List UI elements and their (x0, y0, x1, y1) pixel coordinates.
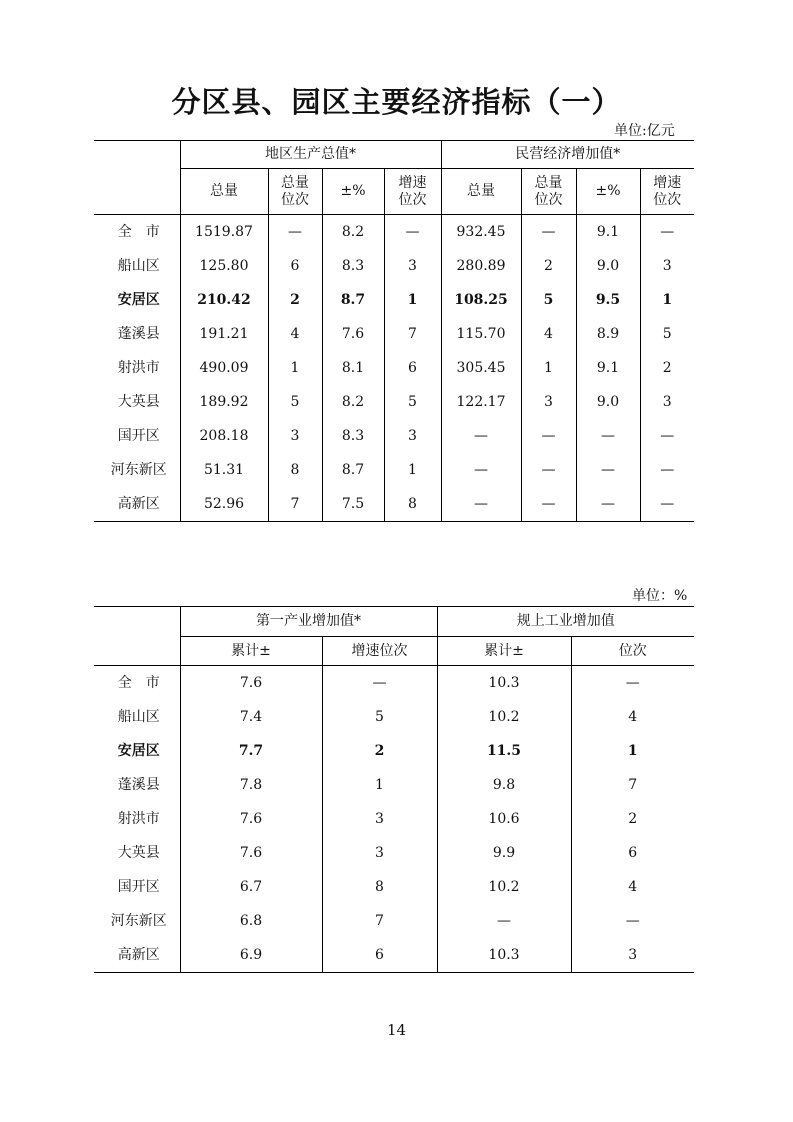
col-header: 总量 (441, 169, 521, 215)
table-cell: — (576, 419, 640, 453)
table-cell: 10.3 (437, 938, 571, 973)
table-cell: 8 (322, 870, 437, 904)
col-header: 总量 (180, 169, 268, 215)
table-cell: 11.5 (437, 734, 571, 768)
row-label: 大英县 (117, 393, 160, 410)
table-cell: — (576, 453, 640, 487)
table-cell: 3 (640, 385, 694, 419)
table-cell: 1519.87 (180, 215, 268, 250)
table-cell: 7 (268, 487, 322, 522)
table-cell: 10.3 (437, 666, 571, 701)
row-label: 射洪市 (117, 810, 160, 827)
table-cell: 1 (521, 351, 576, 385)
table-cell: 7.6 (322, 317, 384, 351)
table-cell: 8.1 (322, 351, 384, 385)
table-cell: 9.0 (576, 249, 640, 283)
table-cell: 6.7 (180, 870, 322, 904)
table-cell: — (441, 487, 521, 522)
table-row (94, 283, 694, 317)
table2-unit: 单位：% (632, 588, 688, 604)
table-cell: 8.3 (322, 419, 384, 453)
table-cell: 5 (640, 317, 694, 351)
table-row (94, 734, 694, 768)
table-cell: 6 (268, 249, 322, 283)
table-cell: 3 (322, 802, 437, 836)
table-cell: 2 (268, 283, 322, 317)
table-row (94, 938, 694, 973)
col-header: ±% (322, 169, 384, 215)
table-cell: 9.8 (437, 768, 571, 802)
table-cell: 9.0 (576, 385, 640, 419)
table-cell: 10.2 (437, 870, 571, 904)
table-cell: 7.6 (180, 666, 322, 701)
table-cell: 9.9 (437, 836, 571, 870)
table-cell: — (521, 215, 576, 250)
col-header: 累计± (437, 637, 571, 666)
col-header: 位次 (571, 637, 694, 666)
table-cell: — (521, 419, 576, 453)
table-cell: 8.7 (322, 283, 384, 317)
table-cell: 6 (322, 938, 437, 973)
table-cell: — (268, 215, 322, 250)
table-gdp-private-economy (94, 140, 694, 522)
row-label: 安居区 (117, 291, 160, 308)
table-cell: 122.17 (441, 385, 521, 419)
table-cell: 5 (521, 283, 576, 317)
table-cell: 208.18 (180, 419, 268, 453)
table-cell: — (521, 487, 576, 522)
row-label: 高新区 (117, 495, 160, 512)
table-cell: 191.21 (180, 317, 268, 351)
table-cell: — (640, 453, 694, 487)
table-cell: 7.7 (180, 734, 322, 768)
table-cell: 6.9 (180, 938, 322, 973)
table-cell: 52.96 (180, 487, 268, 522)
table-cell: — (571, 666, 694, 701)
table-cell: 9.1 (576, 351, 640, 385)
table-cell: 1 (384, 283, 441, 317)
col-header: 增速位次 (322, 637, 437, 666)
table-cell: 3 (268, 419, 322, 453)
table-cell: 4 (521, 317, 576, 351)
row-label: 安居区 (117, 742, 160, 759)
table-primary-industry-industrial (94, 606, 694, 973)
group-header-industrial: 规上工业增加值 (437, 607, 694, 637)
table-cell: 8 (268, 453, 322, 487)
table-cell: 4 (268, 317, 322, 351)
table-cell: 1 (322, 768, 437, 802)
table-cell: 7.8 (180, 768, 322, 802)
table-cell: 5 (322, 700, 437, 734)
table-row (94, 904, 694, 938)
table-cell: 3 (571, 938, 694, 973)
table-cell: 8.7 (322, 453, 384, 487)
table-cell: 8.2 (322, 215, 384, 250)
table-cell: 8.3 (322, 249, 384, 283)
row-header-corner (94, 607, 180, 666)
table-cell: — (322, 666, 437, 701)
table-cell: 305.45 (441, 351, 521, 385)
table-cell: — (384, 215, 441, 250)
group-header-private-economy: 民营经济增加值* (441, 141, 694, 169)
table-cell: 2 (571, 802, 694, 836)
table-cell: 51.31 (180, 453, 268, 487)
table-cell: 8.2 (322, 385, 384, 419)
col-header: 累计± (180, 637, 322, 666)
page-number: 14 (386, 1021, 407, 1039)
table-row (94, 870, 694, 904)
page-title: 分区县、园区主要经济指标（一） (171, 85, 622, 119)
row-label: 大英县 (117, 844, 160, 861)
table-cell: 4 (571, 870, 694, 904)
table-cell: 1 (268, 351, 322, 385)
row-label: 蓬溪县 (117, 325, 160, 342)
table-cell: 210.42 (180, 283, 268, 317)
table-row (94, 802, 694, 836)
table-cell: 7.6 (180, 802, 322, 836)
table-cell: 7.5 (322, 487, 384, 522)
table1-unit: 单位:亿元 (614, 123, 675, 139)
row-label: 河东新区 (110, 912, 167, 929)
table-cell: — (640, 419, 694, 453)
table-cell: 7 (571, 768, 694, 802)
table-row (94, 700, 694, 734)
table-cell: 5 (384, 385, 441, 419)
table-row (94, 487, 694, 522)
table-row (94, 419, 694, 453)
table-cell: 7 (322, 904, 437, 938)
table-row (94, 768, 694, 802)
table-cell: — (640, 215, 694, 250)
row-label: 河东新区 (110, 461, 167, 478)
table-cell: 3 (322, 836, 437, 870)
table-cell: — (437, 904, 571, 938)
row-label: 国开区 (117, 427, 160, 444)
table-cell: 2 (322, 734, 437, 768)
col-header: 总量 位次 (268, 169, 322, 215)
table-cell: 490.09 (180, 351, 268, 385)
table-cell: — (441, 453, 521, 487)
group-header-gdp: 地区生产总值* (180, 141, 441, 169)
row-label: 射洪市 (117, 359, 160, 376)
table-cell: 9.5 (576, 283, 640, 317)
table-cell: 2 (640, 351, 694, 385)
table-cell: 3 (384, 249, 441, 283)
table-cell: 7.6 (180, 836, 322, 870)
row-header-corner (94, 141, 180, 215)
col-header: 总量 位次 (521, 169, 576, 215)
row-label: 全 市 (117, 674, 160, 691)
table-cell: 9.1 (576, 215, 640, 250)
table-cell: 6.8 (180, 904, 322, 938)
col-header: 增速 位次 (384, 169, 441, 215)
table-cell: 5 (268, 385, 322, 419)
table-cell: 3 (521, 385, 576, 419)
row-label: 高新区 (117, 946, 160, 963)
table-cell: 125.80 (180, 249, 268, 283)
table-cell: 4 (571, 700, 694, 734)
table-cell: — (571, 904, 694, 938)
table-cell: 6 (384, 351, 441, 385)
table-cell: 932.45 (441, 215, 521, 250)
table-row (94, 666, 694, 701)
row-label: 船山区 (117, 708, 160, 725)
table-cell: 2 (521, 249, 576, 283)
table-cell: 1 (384, 453, 441, 487)
table-cell: — (640, 487, 694, 522)
table-cell: 3 (640, 249, 694, 283)
table-cell: 8 (384, 487, 441, 522)
table-cell: 1 (640, 283, 694, 317)
table-row (94, 249, 694, 283)
col-header: ±% (576, 169, 640, 215)
table-row (94, 351, 694, 385)
table-row (94, 317, 694, 351)
table-cell: — (441, 419, 521, 453)
row-label: 国开区 (117, 878, 160, 895)
table-row (94, 385, 694, 419)
row-label: 船山区 (117, 257, 160, 274)
table-cell: 7.4 (180, 700, 322, 734)
table-row (94, 453, 694, 487)
row-label: 蓬溪县 (117, 776, 160, 793)
table-row (94, 215, 694, 250)
table-cell: 1 (571, 734, 694, 768)
table-row (94, 836, 694, 870)
table-cell: 3 (384, 419, 441, 453)
table-cell: 7 (384, 317, 441, 351)
table-cell: — (521, 453, 576, 487)
table-cell: 6 (571, 836, 694, 870)
row-label: 全 市 (117, 223, 160, 240)
table-cell: 108.25 (441, 283, 521, 317)
table-cell: 8.9 (576, 317, 640, 351)
col-header: 增速 位次 (640, 169, 694, 215)
table-cell: — (576, 487, 640, 522)
table-cell: 189.92 (180, 385, 268, 419)
group-header-primary-industry: 第一产业增加值* (180, 607, 437, 637)
table-cell: 280.89 (441, 249, 521, 283)
table-cell: 10.6 (437, 802, 571, 836)
table-cell: 115.70 (441, 317, 521, 351)
table-cell: 10.2 (437, 700, 571, 734)
